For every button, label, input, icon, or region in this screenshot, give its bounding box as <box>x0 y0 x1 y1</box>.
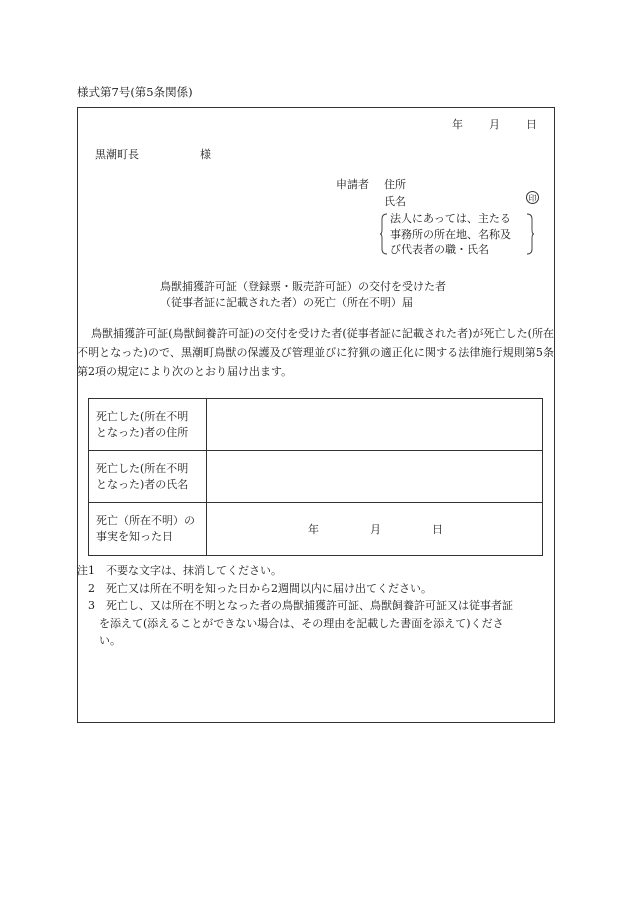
row-label <box>89 451 207 503</box>
body-text: 鳥獣捕獲許可証(鳥獣飼養許可証)の交付を受けた者(従事者証に記載された者)が死亡した(所在不明となった)ので、黒潮町鳥獣の保護及び管理並びに狩猟の適正化に関する法律施行規則第5条第2項の規定により次のとおり届け出ます。 <box>77 327 554 378</box>
row-label <box>89 399 207 451</box>
table-row <box>89 451 543 503</box>
note-line: を添えて(添えることができない場合は、その理由を記載した書面を添えて)くださ <box>77 616 504 630</box>
date-month: 月 <box>370 523 381 536</box>
table-row <box>89 399 543 451</box>
applicant-label: 申請者 <box>336 178 369 191</box>
details-table <box>88 398 543 556</box>
note-line: い。 <box>77 634 121 647</box>
document-title <box>160 279 446 310</box>
notes <box>77 562 555 650</box>
seal-mark: 印 <box>526 191 539 204</box>
title-line: （従事者証に記載された者）の死亡（所在不明）届 <box>160 295 413 309</box>
title-line: 鳥獣捕獲許可証（登録票・販売許可証）の交付を受けた者 <box>160 280 446 293</box>
submission-date <box>452 116 537 132</box>
known-date-field[interactable] <box>207 503 543 556</box>
corporate-note-line: 事務所の所在地、名称及 <box>390 227 511 241</box>
corporate-note-line: び代表者の職・氏名 <box>390 243 489 256</box>
label-line: 事実を知った日 <box>96 530 173 543</box>
addressee: 黒潮町長 <box>95 148 139 161</box>
name-label: 氏名 <box>384 195 406 208</box>
date-day: 日 <box>432 523 443 536</box>
row-label <box>89 503 207 556</box>
corporate-note-line: 法人にあっては、主たる <box>390 212 511 225</box>
deceased-name-field[interactable] <box>207 451 543 503</box>
date-year: 年 <box>308 523 319 536</box>
deceased-address-field[interactable] <box>207 399 543 451</box>
form-number-label: 様式第7号(第5条関係) <box>77 85 193 99</box>
date-year: 年 <box>452 118 463 131</box>
date-day: 日 <box>526 118 537 131</box>
label-line: となった)者の住所 <box>96 425 189 439</box>
label-line: 死亡した(所在不明 <box>96 461 189 475</box>
honorific: 様 <box>200 148 211 161</box>
address-label: 住所 <box>384 178 406 191</box>
note-line: 注1 不要な文字は、抹消してください。 <box>77 564 282 577</box>
table-row <box>89 503 543 556</box>
note-line: 3 死亡し、又は所在不明となった者の鳥獣捕獲許可証、鳥獣飼養許可証又は従事者証 <box>77 599 513 612</box>
note-line: 2 死亡又は所在不明を知った日から2週間以内に届け出てください。 <box>77 581 432 595</box>
corporate-note <box>380 211 534 257</box>
label-line: 死亡した(所在不明 <box>96 409 189 423</box>
label-line: となった)者の氏名 <box>96 477 189 491</box>
label-line: 死亡（所在不明）の <box>96 514 195 527</box>
date-month: 月 <box>489 118 500 131</box>
